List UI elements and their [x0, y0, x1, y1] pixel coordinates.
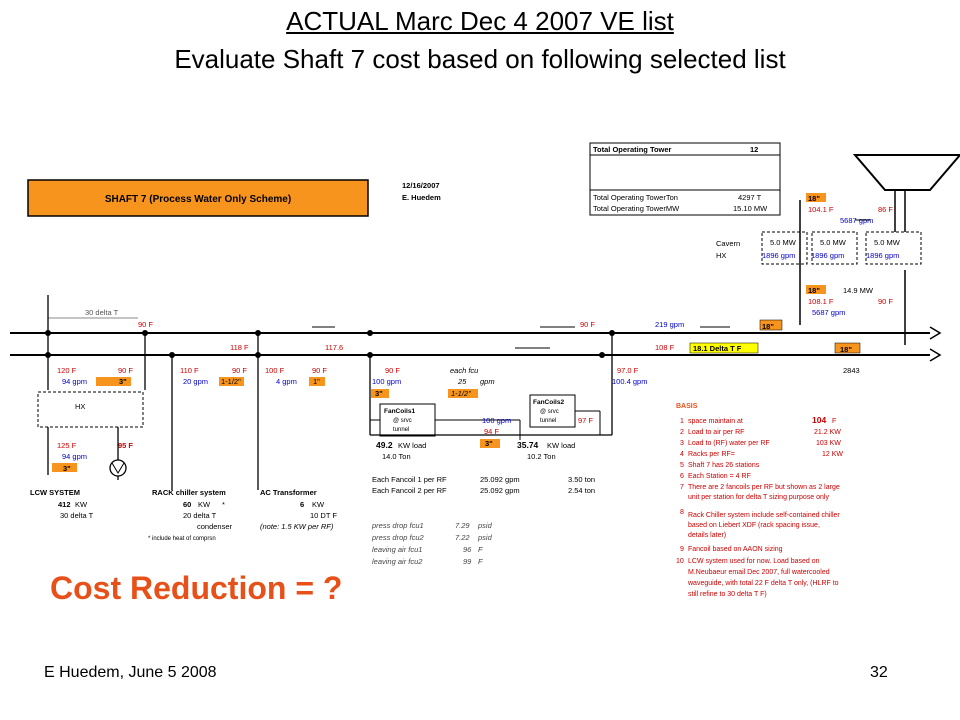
tower-total-label: Total Operating Tower [593, 145, 672, 154]
temp-label: 90 F [312, 366, 328, 375]
temp-label: 118 F [230, 343, 249, 352]
fancoil2-ton: 10.2 Ton [527, 452, 556, 461]
temp-label: 97.0 F [617, 366, 639, 375]
basis-item-value: 104 [812, 415, 827, 425]
each-fcu-value: 25 [458, 377, 467, 386]
basis-item-num: 3 [680, 440, 684, 447]
fancoil-row-label: Each Fancoil 1 per RF [372, 475, 447, 484]
basis-item-text: still refine to 30 delta T F) [688, 591, 767, 598]
basis-item-text: M.Neubaeur email Dec 2007, full watercooled [688, 569, 830, 576]
temp-label: 90 F [138, 320, 154, 329]
ac-transformer-title: AC Transformer [260, 488, 317, 497]
fancoil1-load-unit: KW load [398, 441, 427, 450]
mw-label: 5.0 MW [820, 238, 846, 247]
fancoil2-name: FanCoils2 [533, 399, 565, 406]
press-row-value: 7.22 [455, 533, 470, 542]
temp-label: 120 F [57, 366, 77, 375]
diagram-author: E. Huedem [402, 193, 441, 202]
basis-item-num: 4 [680, 451, 684, 458]
tower-mw-value: 15.10 MW [733, 204, 768, 213]
pipe-size-label: 18" [808, 194, 820, 203]
temp-label: 90 F [232, 366, 248, 375]
flow-label: 4 gpm [276, 377, 297, 386]
basis-item-value: 103 KW [816, 440, 841, 447]
temp-label: 90 F [580, 320, 596, 329]
diagram-date: 12/16/2007 [402, 181, 440, 190]
delta-t-label: 30 delta T [85, 308, 119, 317]
basis-item-text: Racks per RF= [688, 451, 735, 458]
hx-label: HX [75, 402, 86, 411]
press-row-unit: psid [478, 521, 492, 530]
rack-condenser: condenser [197, 522, 233, 531]
fancoil1-sub: tunnel [393, 427, 410, 433]
each-fcu-unit: gpm [480, 377, 495, 386]
cavern-label: Cavern [716, 239, 741, 248]
basis-item-text: Shaft 7 has 26 stations [688, 462, 760, 469]
header-box-text: SHAFT 7 (Process Water Only Scheme) [104, 194, 292, 205]
cost-reduction-text: Cost Reduction = ? [50, 570, 343, 606]
basis-item-text: unit per station for delta T sizing purpose only [688, 494, 829, 501]
pipe-size-label: 1" [313, 377, 320, 386]
flow-label: 5687 gpm [812, 308, 846, 317]
basis-item-num: 7 [680, 484, 684, 491]
basis-item-text: based on Liebert XDF (rack spacing issue, [688, 522, 820, 529]
basis-item-text: LCW system used for now. Load based on [688, 558, 820, 565]
page-number: 32 [870, 664, 888, 681]
basis-item-unit: F [832, 418, 837, 425]
fancoil1-name: FanCoils1 [384, 408, 416, 415]
basis-item-text: Rack Chiller system include self-contained chiller [688, 512, 840, 519]
ac-kw-value: 6 [300, 500, 305, 509]
fancoil-row-ton: 3.50 ton [568, 475, 596, 484]
basis-item-num: 9 [680, 546, 684, 553]
temp-label: 110 F [180, 366, 199, 375]
pipe-size-label: 1-1/2" [221, 377, 241, 386]
flow-label: 219 gpm [655, 320, 685, 329]
basis-item-text: Each Station = 4 RF [688, 473, 751, 480]
tower-mw-label: Total Operating TowerMW [593, 204, 680, 213]
tower-ton-value: 4297 T [738, 193, 762, 202]
flow-label: 94 gpm [62, 377, 88, 386]
slide-title: ACTUAL Marc Dec 4 2007 VE list [286, 6, 674, 36]
fancoil2-sub: tunnel [540, 418, 557, 424]
lcw-kw-value: 412 [58, 500, 71, 509]
press-row-label: leaving air fcu1 [372, 545, 423, 554]
pipe-size-label: 3" [485, 439, 493, 448]
lcw-hx-box [38, 392, 143, 427]
temp-label: 90 F [385, 366, 401, 375]
flow-label: 94 gpm [62, 452, 88, 461]
pipe-size-label: 3" [63, 464, 71, 473]
basis-item-text: space maintain at [688, 418, 743, 425]
temp-label: 94 F [484, 427, 500, 436]
basis-item-text: Load to air per RF [688, 429, 745, 436]
basis-item-num: 10 [676, 558, 684, 565]
press-row-value: 99 [463, 557, 472, 566]
delta-t-box-text: 18.1 Delta T F [693, 344, 742, 353]
pipe-size-label: 3" [119, 377, 127, 386]
basis-item-num: 1 [680, 418, 684, 425]
pipe-size-label: 18" [808, 286, 820, 295]
flow-label: 20 gpm [183, 377, 209, 386]
basis-item-text: details later) [688, 532, 727, 539]
press-row-unit: F [478, 545, 483, 554]
flow-label: 1896 gpm [866, 251, 900, 260]
fancoil2-sub: @ srvc [540, 409, 559, 415]
basis-item-value: 12 KW [822, 451, 844, 458]
footer-author: E Huedem, June 5 2008 [44, 664, 217, 681]
ac-note: (note: 1.5 KW per RF) [260, 522, 334, 531]
flow-label: 100 gpm [482, 416, 512, 425]
temp-label: 108 F [655, 343, 675, 352]
basis-item-num: 6 [680, 473, 684, 480]
basis-item-text: Load to (RF) water per RF [688, 440, 770, 447]
flow-label: 100 gpm [372, 377, 402, 386]
pipe-size-label: 18" [840, 345, 852, 354]
rack-kw-value: 60 [183, 500, 192, 509]
press-row-value: 96 [463, 545, 472, 554]
cooling-tower-icon [855, 155, 960, 190]
fancoil1-ton: 14.0 Ton [382, 452, 411, 461]
press-row-value: 7.29 [455, 521, 470, 530]
flow-label: 5687 gpm [840, 216, 874, 225]
mw-label: 5.0 MW [874, 238, 900, 247]
lcw-delta: 30 delta T [60, 511, 94, 520]
ac-dt: 10 DT F [310, 511, 337, 520]
basis-item-text: There are 2 fancoils per RF but shown as 2 large [688, 484, 840, 491]
ac-kw-unit: KW [312, 500, 325, 509]
temp-label: 97 F [578, 416, 594, 425]
count-label: 2843 [843, 366, 860, 375]
fancoil2-load-unit: KW load [547, 441, 576, 450]
lcw-system-title: LCW SYSTEM [30, 488, 80, 497]
temp-label: 95 F [118, 441, 134, 450]
temp-label: 90 F [118, 366, 134, 375]
fancoil1-load: 49.2 [376, 440, 393, 450]
rack-kw-unit: KW [198, 500, 211, 509]
basis-item-text: Fancoil based on AAON sizing [688, 546, 783, 553]
basis-item-num: 2 [680, 429, 684, 436]
basis-item-value: 21.2 KW [814, 429, 841, 436]
temp-label: 117.6 [325, 343, 344, 352]
fancoil-row-ton: 2.54 ton [568, 486, 596, 495]
mw-label: 5.0 MW [770, 238, 796, 247]
rack-note-star: * [222, 500, 225, 509]
press-row-unit: psid [478, 533, 492, 542]
tower-total-value: 12 [750, 145, 759, 154]
rack-system-title: RACK chiller system [152, 488, 226, 497]
pipe-size-label: 3" [375, 389, 383, 398]
fancoil-row-gpm: 25.092 gpm [480, 475, 520, 484]
temp-label: 90 F [878, 297, 894, 306]
press-row-label: press drop fcu2 [372, 533, 424, 542]
lcw-kw-unit: KW [75, 500, 88, 509]
flow-label: 1896 gpm [811, 251, 845, 260]
pipe-size-label: 1-1/2" [451, 389, 471, 398]
flow-label: 100.4 gpm [612, 377, 648, 386]
total-mw-label: 14.9 MW [843, 286, 874, 295]
fancoil1-sub: @ srvc [393, 418, 412, 424]
rack-delta: 20 delta T [183, 511, 217, 520]
temp-label: 86 F [878, 205, 894, 214]
fancoil-row-label: Each Fancoil 2 per RF [372, 486, 447, 495]
each-fcu-label: each fcu [450, 366, 479, 375]
fancoil2-load: 35.74 [517, 440, 539, 450]
press-row-label: leaving air fcu2 [372, 557, 423, 566]
slide-subtitle: Evaluate Shaft 7 cost based on following selected list [174, 44, 786, 74]
basis-item-num: 5 [680, 462, 684, 469]
hx-label: HX [716, 251, 727, 260]
temp-label: 125 F [57, 441, 77, 450]
basis-item-num: 8 [680, 509, 684, 516]
pipe-size-label: 18" [762, 322, 774, 331]
press-row-unit: F [478, 557, 483, 566]
basis-item-text: waveguide, with total 22 F delta T only, (HLRF to [688, 580, 839, 587]
tower-ton-label: Total Operating TowerTon [593, 193, 678, 202]
temp-label: 104.1 F [808, 205, 834, 214]
rack-footnote: * include heat of comprsn [148, 536, 216, 542]
flow-label: 1896 gpm [762, 251, 796, 260]
basis-title: BASIS [676, 403, 698, 410]
temp-label: 108.1 F [808, 297, 834, 306]
press-row-label: press drop fcu1 [372, 521, 424, 530]
temp-label: 100 F [265, 366, 285, 375]
fancoil-row-gpm: 25.092 gpm [480, 486, 520, 495]
